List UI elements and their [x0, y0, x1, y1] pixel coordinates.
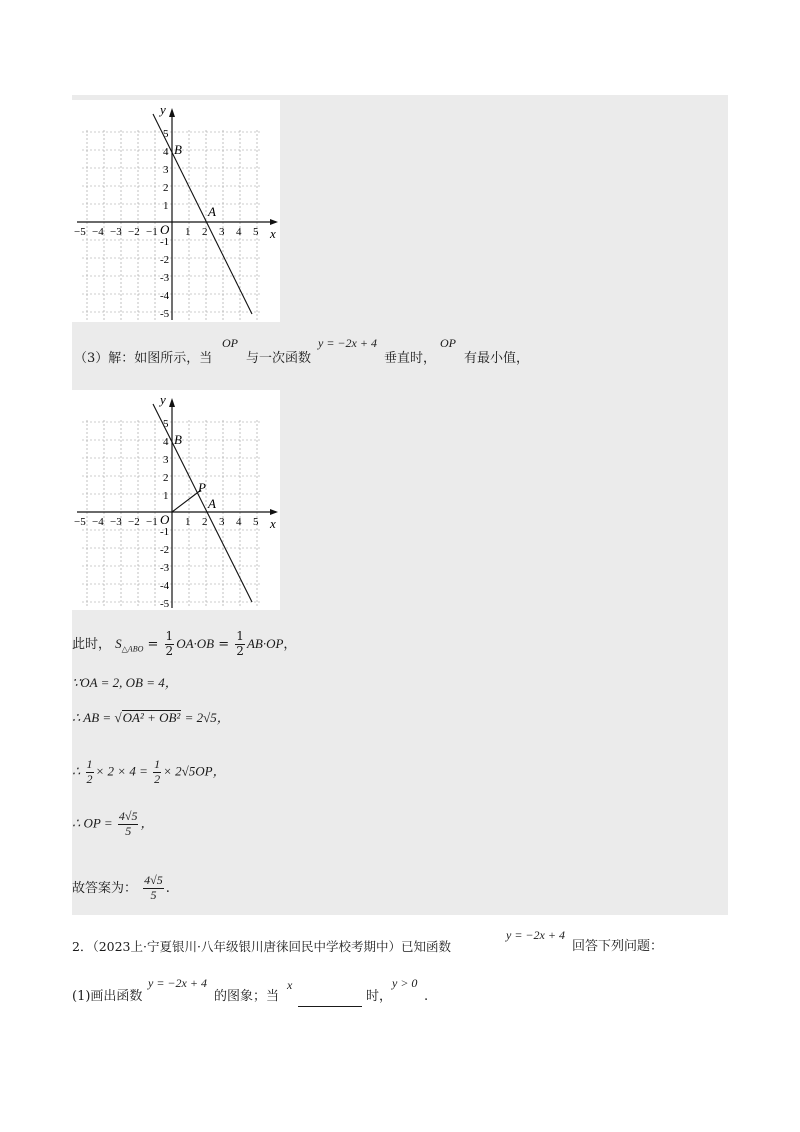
x-tick-label: −5 — [74, 516, 86, 528]
y-tick-label: -2 — [160, 544, 170, 556]
point-a-label: A — [208, 496, 216, 511]
x-tick-label: −3 — [110, 516, 122, 528]
point-p-label: P — [198, 480, 206, 495]
part3-mid: 与一次函数 — [246, 351, 312, 366]
x-tick-label: 1 — [185, 226, 191, 238]
x-tick-label: 2 — [202, 516, 208, 528]
graph-figure-2 — [72, 390, 280, 610]
y-tick-label: -1 — [160, 526, 170, 538]
x-tick-label: −4 — [92, 226, 104, 238]
x-tick-label: 5 — [253, 516, 259, 528]
part3-op-1: OP — [222, 336, 238, 350]
question-2-tail: 回答下列问题： — [572, 939, 664, 954]
y-tick-label: 4 — [163, 146, 169, 158]
segment-op — [172, 490, 201, 512]
y-tick-label: 1 — [163, 490, 169, 502]
x-tick-label: −1 — [146, 226, 158, 238]
x-axis-label: x — [270, 226, 276, 241]
area-symbol: $S_{\triangle ABO}$ — [115, 635, 144, 654]
y-tick-label: -4 — [160, 290, 170, 302]
x-axis-label: x — [270, 516, 276, 531]
y-tick-label: 2 — [163, 472, 169, 484]
coordinate-graph-1 — [72, 100, 280, 322]
sub-question-1-x: x — [287, 978, 293, 992]
part3-perp: 垂直时， — [384, 351, 437, 366]
x-tick-label: −1 — [146, 516, 158, 528]
part3-op-2: OP — [440, 336, 456, 350]
y-tick-label: -5 — [160, 598, 170, 610]
y-tick-label: 3 — [163, 454, 169, 466]
y-tick-label: -2 — [160, 254, 170, 266]
point-a-label: A — [208, 204, 216, 219]
y-tick-label: 3 — [163, 164, 169, 176]
sub-question-1-end: . — [424, 989, 429, 1004]
x-axis-arrow — [270, 219, 278, 225]
y-tick-label: -3 — [160, 562, 170, 574]
y-tick-label: -5 — [160, 308, 170, 320]
y-tick-label: 4 — [163, 436, 169, 448]
x-tick-label: 3 — [219, 516, 225, 528]
y-tick-label: -3 — [160, 272, 170, 284]
coordinate-graph-2 — [72, 390, 280, 610]
part3-tail: 有最小值， — [464, 351, 530, 366]
area-equation-line: ∴ $\frac{1}{2}$ × 2 × 4 = $\frac{1}{2}$ × 2√5OP， — [72, 757, 226, 786]
x-tick-label: 5 — [253, 226, 259, 238]
question-2-source: 2．（2023上·宁夏银川·八年级银川唐徕回民中学校考期中）已知函数 — [72, 939, 451, 954]
part3-function: y = −2x + 4 — [318, 336, 377, 350]
x-axis-arrow — [270, 509, 278, 515]
fraction-half: $\frac{1}{2}$ — [236, 629, 244, 658]
ab-length-line: ∴ AB = √OA² + OB² = 2√5， — [72, 710, 230, 725]
y-tick-label: -1 — [160, 236, 170, 248]
graph-figure-1 — [72, 100, 280, 322]
because-line: ∵OA = 2, OB = 4， — [72, 675, 178, 690]
op-result-line: ∴ OP = $\frac{4√5}{5}$ ， — [72, 809, 154, 838]
x-tick-label: 4 — [236, 516, 242, 528]
y-tick-label: 5 — [163, 418, 169, 430]
point-b-label: B — [174, 432, 182, 447]
y-tick-label: 1 — [163, 200, 169, 212]
at-this-time: 此时， — [72, 636, 112, 652]
x-tick-label: −2 — [128, 226, 140, 238]
sub-question-1-condition: y > 0 — [392, 976, 418, 990]
y-tick-label: -4 — [160, 580, 170, 592]
question-2-function: y = −2x + 4 — [506, 928, 565, 942]
x-tick-label: −2 — [128, 516, 140, 528]
y-axis-arrow — [169, 398, 175, 407]
y-axis-label: y — [160, 392, 166, 407]
area-formula-line: 此时， $S_{\triangle ABO}$ = $\frac{1}{2}$ OA·OB = $\frac{1}{2}$ AB·OP， — [72, 629, 297, 658]
sub-question-1-prefix: (1)画出函数 — [72, 989, 143, 1004]
line-y-eq-neg2x-plus-4 — [153, 114, 252, 314]
x-tick-label: −4 — [92, 516, 104, 528]
x-tick-label: 3 — [219, 226, 225, 238]
y-axis-label: y — [160, 102, 166, 117]
sub-question-1-mid: 的图象；当 — [214, 989, 280, 1004]
y-tick-label: 2 — [163, 182, 169, 194]
answer-line: 故答案为： $\frac{4√5}{5}$ . — [72, 873, 170, 902]
fraction-half: $\frac{1}{2}$ — [165, 629, 174, 658]
part3-lead: （3）解：如图所示，当 — [74, 351, 213, 366]
x-tick-label: −3 — [110, 226, 122, 238]
origin-label: O — [160, 512, 170, 527]
y-axis-arrow — [169, 108, 175, 117]
x-tick-label: 4 — [236, 226, 242, 238]
sub-question-1-function: y = −2x + 4 — [148, 976, 207, 990]
y-tick-label: 5 — [163, 128, 169, 140]
point-b-label: B — [174, 142, 182, 157]
x-tick-label: 1 — [185, 516, 191, 528]
x-tick-label: 2 — [202, 226, 208, 238]
x-tick-label: −5 — [74, 226, 86, 238]
origin-label: O — [160, 222, 170, 237]
sub-question-1-when: 时， — [366, 989, 393, 1004]
answer-blank[interactable] — [298, 994, 362, 1007]
